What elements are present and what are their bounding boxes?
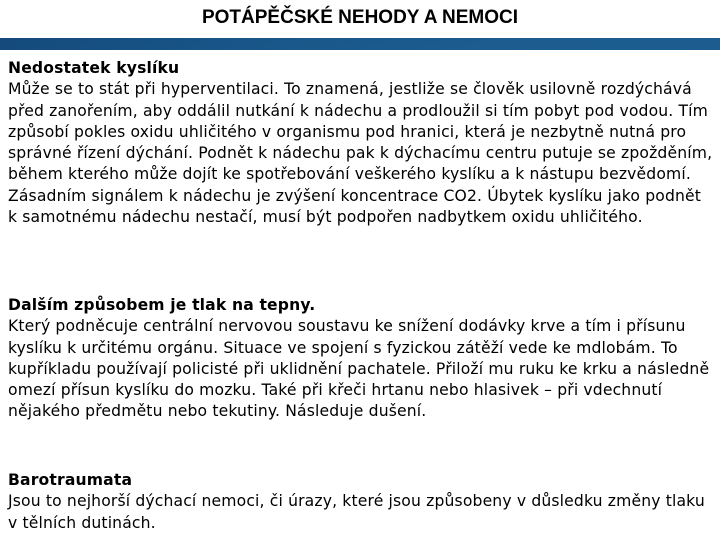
title-bar <box>0 0 720 38</box>
section-heading: Barotraumata <box>8 471 133 489</box>
section-barotrauma <box>8 470 714 534</box>
slide-title: POTÁPĚČSKÉ NEHODY A NEMOCI <box>201 7 518 28</box>
section-heading: Nedostatek kyslíku <box>8 59 180 77</box>
section-artery-pressure <box>8 295 714 423</box>
section-heading: Dalším způsobem je tlak na tepny. <box>8 296 316 314</box>
section-body: Může se to stát při hyperventilaci. To znamená, jestliže se člověk usilovně rozdýchává před zanořením, aby oddálil nutkání k nádechu a prodloužil si tím pobyt pod vodou. Tím způsobí pokles oxidu uhličitého v organismu pod hranici, která je nezbytně nutná pro správné řízení dýchání. Podnět k nádechu pak k dýchacímu centru putuje se zpožděním, během kterého může dojít ke spotřebování veškerého kyslíku a k nástupu bezvědomí. Zásadním signálem k nádechu je zvýšení koncentrace CO2. Úbytek kyslíku jako podnět k samotnému nádechu nestačí, musí být podpořen nadbytkem oxidu uhličitého. <box>8 80 713 227</box>
section-oxygen-deficiency <box>8 58 714 228</box>
section-body: Jsou to nejhorší dýchací nemoci, či úrazy, které jsou způsobeny v důsledku změny tlaku v tělních dutinách. <box>8 492 705 532</box>
section-body: Který podněcuje centrální nervovou soustavu ke snížení dodávky krve a tím i přísunu kyslíku k určitému orgánu. Situace ve spojení s fyzickou zátěží vede ke mdlobám. To kupříkladu používají policisté při uklidnění pachatele. Přiloží mu ruku ke krku a následně omezí přísun kyslíku do mozku. Také při křeči hrtanu nebo hlasivek – při vdechnutí nějakého předmětu nebo tekutiny. Následuje dušení. <box>8 317 710 421</box>
